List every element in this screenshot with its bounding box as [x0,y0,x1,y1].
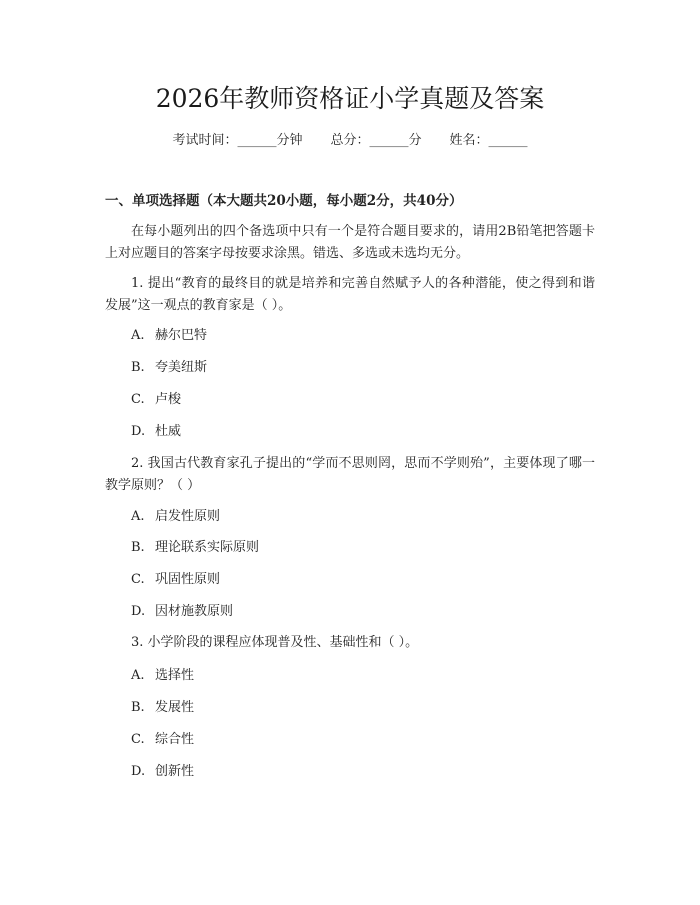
option-text: 杜威 [155,424,182,439]
option-text: 夸美纽斯 [155,360,208,375]
question-3-option-a [131,665,194,687]
option-text: 综合性 [155,732,195,747]
option-text: 赫尔巴特 [155,328,208,343]
question-1-option-c [131,389,181,411]
option-text: 选择性 [155,668,195,683]
option-text: 理论联系实际原则 [155,540,260,555]
option-text: 发展性 [155,700,195,715]
question-2-option-b [131,537,259,559]
option-letter: C. [131,572,145,587]
option-letter: C. [131,392,145,407]
question-1-option-b [131,357,207,379]
option-letter: B. [131,540,145,555]
question-3-option-d [131,761,194,783]
question-2-stem: 2. 我国古代教育家孔子提出的“学而不思则罔，思而不学则殆”，主要体现了哪一教学原则？（ ） [105,456,595,493]
question-2-option-a [131,506,220,528]
option-text: 因材施教原则 [155,604,234,619]
option-letter: A. [131,509,145,524]
question-3-stem: 3. 小学阶段的课程应体现普及性、基础性和（ ）。 [131,635,419,650]
option-letter: A. [131,668,145,683]
option-text: 巩固性原则 [155,572,221,587]
option-letter: D. [131,424,146,439]
total-score-field: 总分：______分 [330,133,422,148]
page-title: 2026年教师资格证小学真题及答案 [155,84,545,113]
question-2-option-d [131,601,233,623]
option-text: 启发性原则 [155,509,221,524]
question-3-option-c [131,729,194,751]
option-text: 创新性 [155,764,195,779]
section-heading: 一、单项选择题（本大题共20小题，每小题2分，共40分） [105,193,463,209]
option-letter: C. [131,732,145,747]
question-3-option-b [131,697,194,719]
option-letter: A. [131,328,145,343]
question-1-option-d [131,421,181,443]
question-2-option-c [131,569,220,591]
option-text: 卢梭 [155,392,182,407]
name-field: 姓名：______ [449,133,528,148]
option-letter: B. [131,360,145,375]
option-letter: B. [131,700,145,715]
question-1-stem: 1. 提出“教育的最终目的就是培养和完善自然赋予人的各种潜能，使之得到和谐发展”这一观点的教育家是（ ）。 [105,276,595,313]
option-letter: D. [131,764,146,779]
exam-time-field: 考试时间：______分钟 [172,133,303,148]
question-1-option-a [131,325,207,347]
option-letter: D. [131,604,146,619]
section-instruction: 在每小题列出的四个备选项中只有一个是符合题目要求的，请用2B铅笔把答题卡上对应题目的答案字母按要求涂黑。错选、多选或未选均无分。 [105,224,595,261]
exam-meta-line [0,131,700,151]
